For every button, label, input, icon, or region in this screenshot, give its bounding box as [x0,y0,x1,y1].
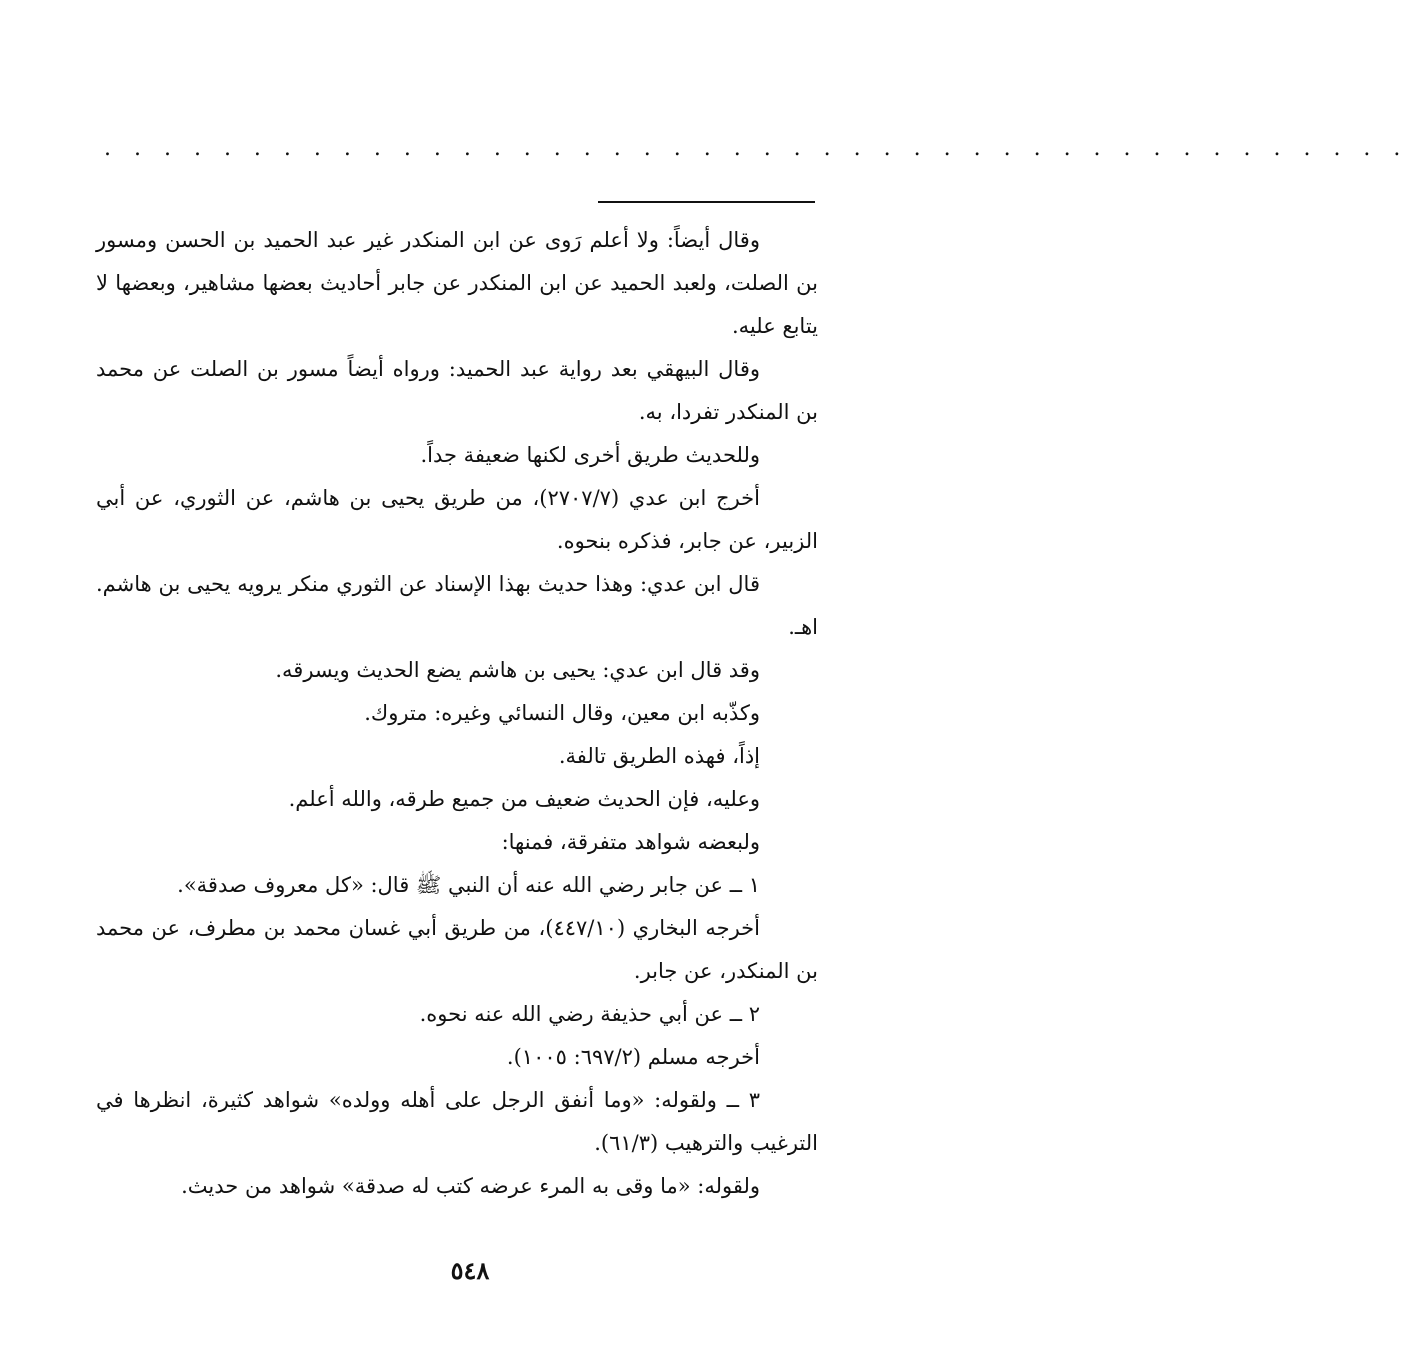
list-item: ١ ــ عن جابر رضي الله عنه أن النبي ﷺ قال: «كل معروف صدقة». [177,873,760,897]
footnote-rule [598,201,815,203]
page-body [96,219,818,1208]
paragraph: وقال البيهقي بعد رواية عبد الحميد: ورواه أيضاً مسور بن الصلت عن محمد بن المنكدر تفردا، به. [96,357,818,424]
paragraph: إذاً، فهذه الطريق تالفة. [558,744,760,768]
list-item: ٣ ــ ولقوله: «وما أنفق الرجل على أهله وولده» شواهد كثيرة، انظرها في الترغيب والترهيب (٦١/٣). [96,1088,818,1155]
dotted-separator: . . . . . . . . . . . . . . . . . . . . . . . . . . . . . . . . . . . . . . . . . . . . [104,136,1408,161]
paragraph: أخرج ابن عدي (٢٧٠٧/٧)، من طريق يحيى بن هاشم، عن الثوري، عن أبي الزبير، عن جابر، فذكره بنحوه. [96,486,818,553]
list-item: ٢ ــ عن أبي حذيفة رضي الله عنه نحوه. [419,1002,760,1026]
paragraph: أخرجه البخاري (٤٤٧/١٠)، من طريق أبي غسان محمد بن مطرف، عن محمد بن المنكدر، عن جابر. [96,916,818,983]
paragraph: وقد قال ابن عدي: يحيى بن هاشم يضع الحديث ويسرقه. [275,658,760,682]
paragraph: وكذّبه ابن معين، وقال النسائي وغيره: متروك. [364,701,760,725]
paragraph: ولقوله: «ما وقى به المرء عرضه كتب له صدقة» شواهد من حديث. [181,1174,760,1198]
page-number: ٥٤٨ [450,1256,490,1285]
paragraph: وعليه، فإن الحديث ضعيف من جميع طرقه، والله أعلم. [288,787,760,811]
paragraph: قال ابن عدي: وهذا حديث بهذا الإسناد عن الثوري منكر يرويه يحيى بن هاشم. اهـ. [96,572,818,639]
paragraph: أخرجه مسلم (٦٩٧/٢: ١٠٠٥). [506,1045,760,1069]
paragraph: وقال أيضاً: ولا أعلم رَوى عن ابن المنكدر غير عبد الحميد بن الحسن ومسور بن الصلت، ولعبد الحميد عن ابن المنكدر عن جابر أحاديث بعضها مشاهير، وبعضها لا يتابع عليه. [96,228,818,338]
paragraph: وللحديث طريق أخرى لكنها ضعيفة جداً. [420,443,760,467]
paragraph: ولبعضه شواهد متفرقة، فمنها: [501,830,760,854]
